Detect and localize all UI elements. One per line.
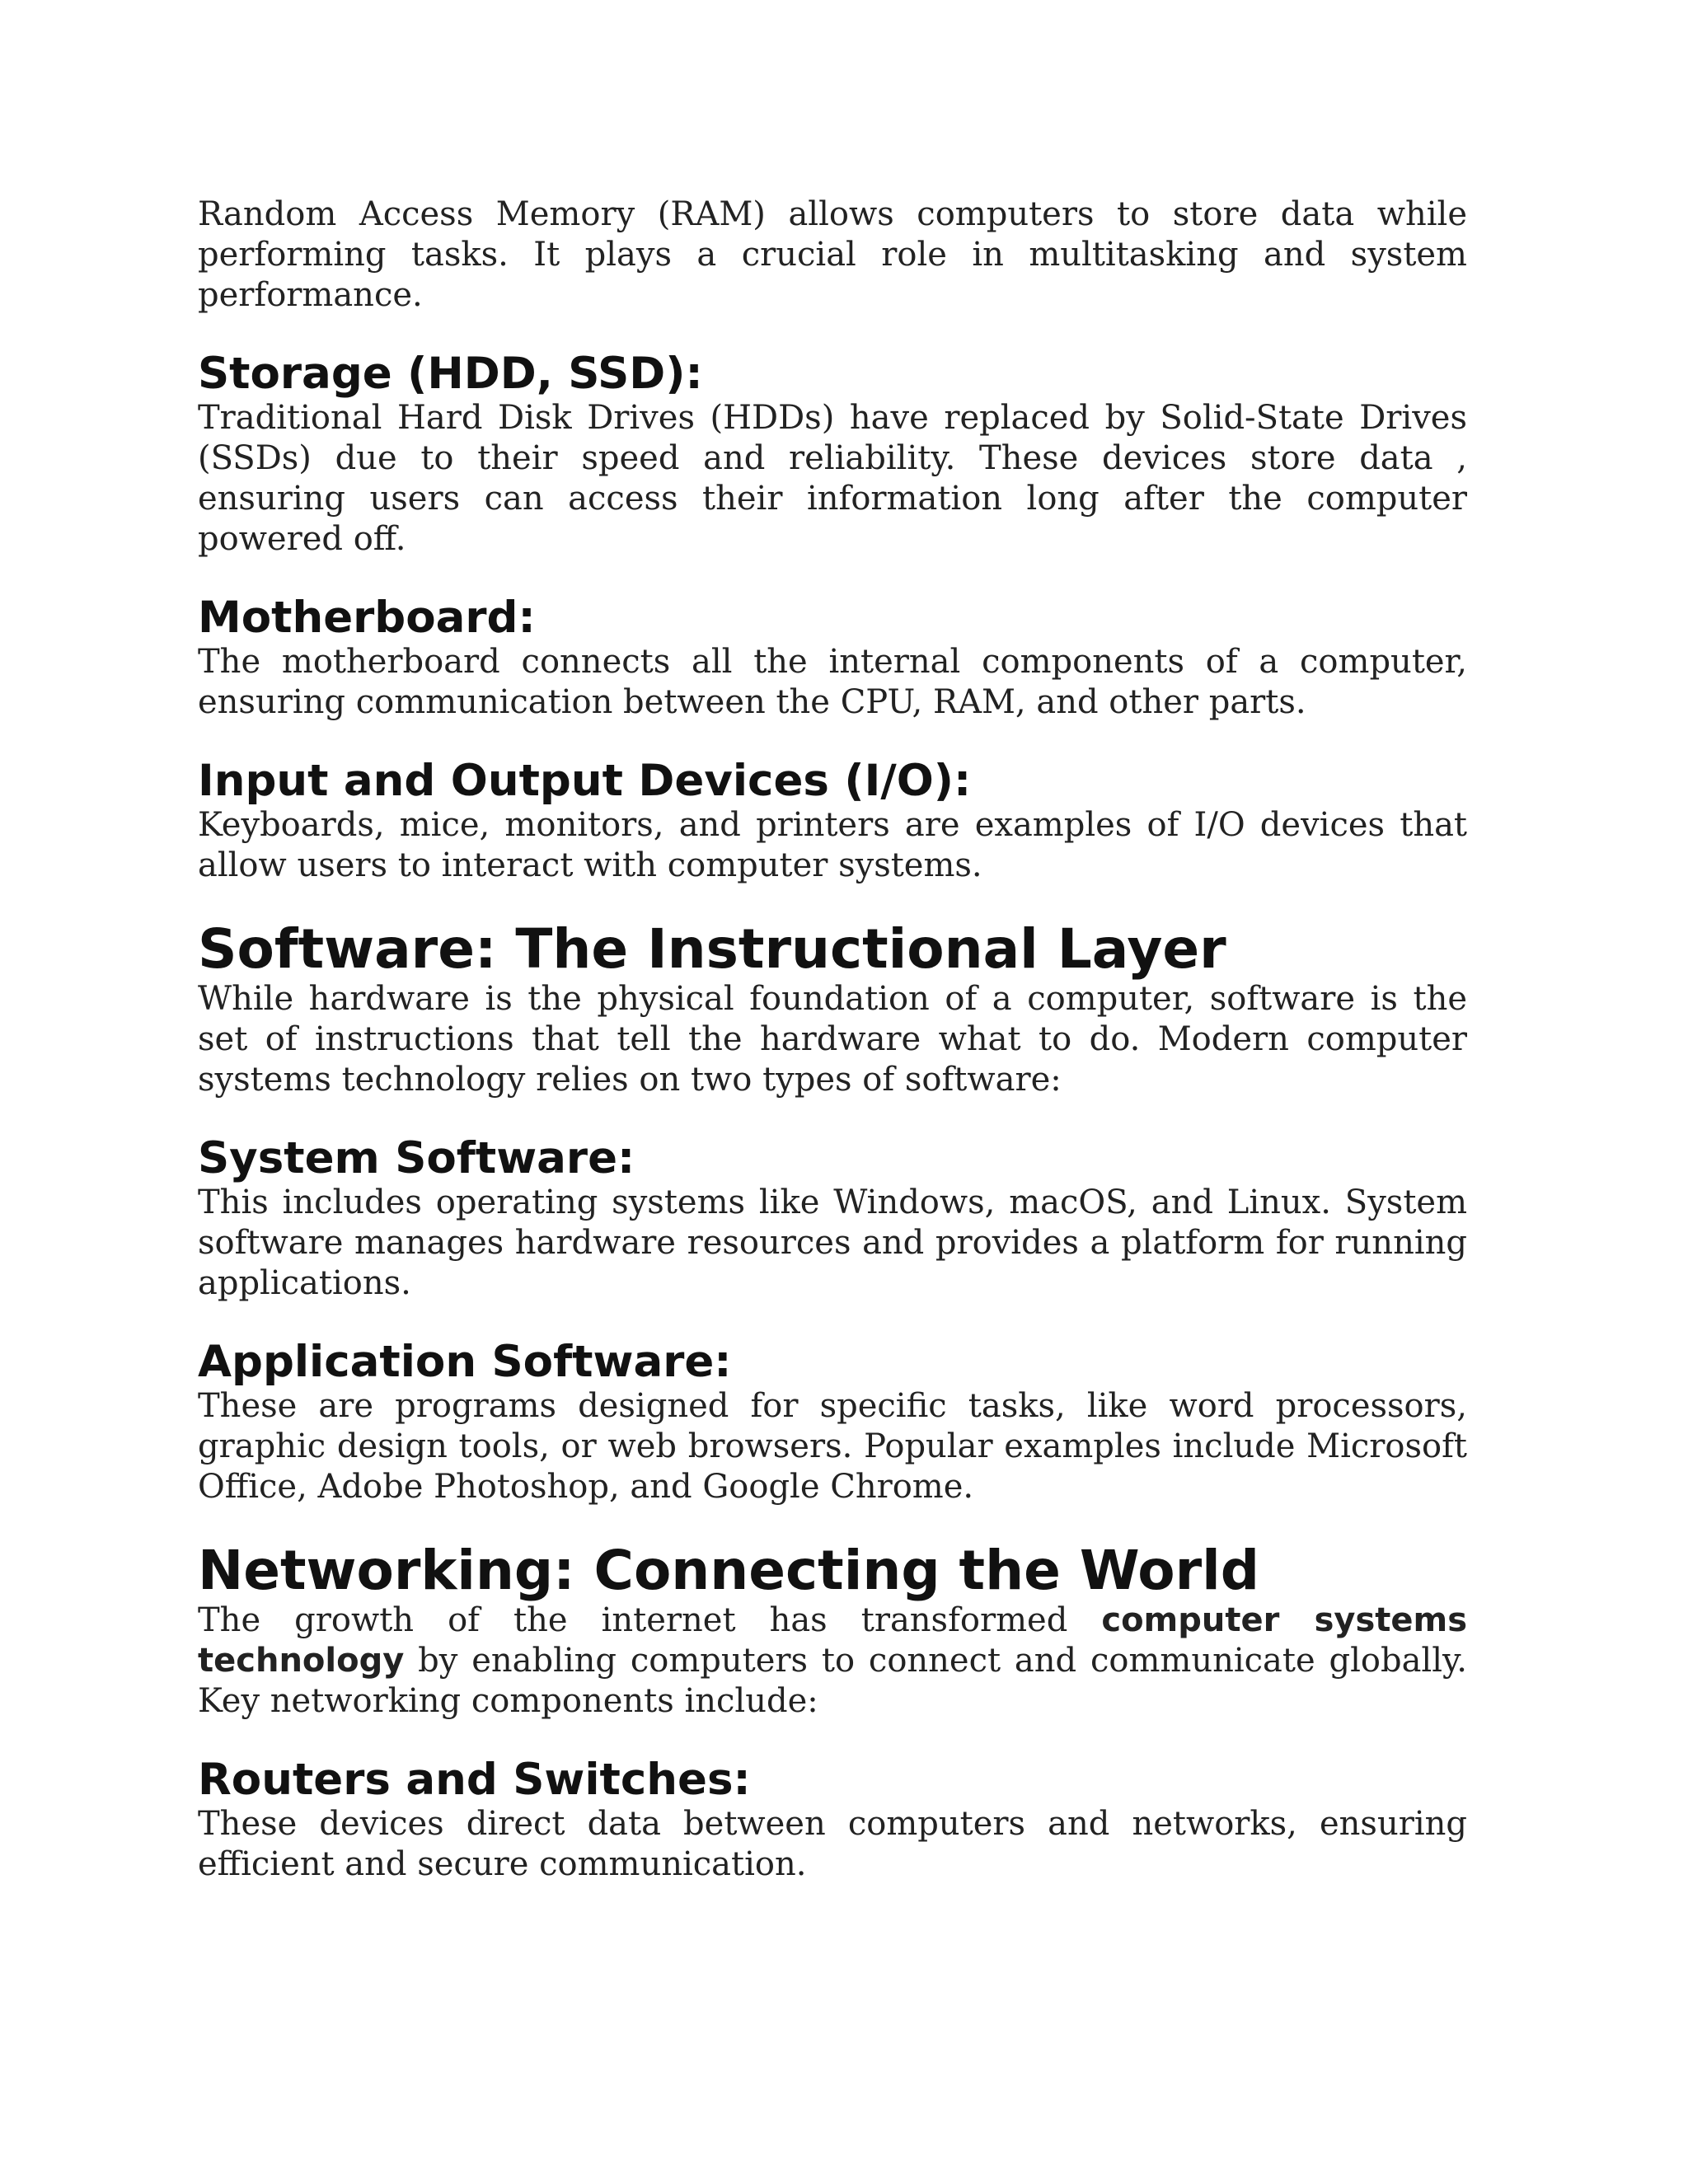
routers-heading: Routers and Switches: <box>198 1755 751 1805</box>
system-software-heading: System Software: <box>198 1133 635 1183</box>
networking-section-heading: Networking: Connecting the World <box>198 1539 1260 1602</box>
storage-paragraph: Traditional Hard Disk Drives (HDDs) have replaced by Solid-State Drives (SSDs) due to their speed and reliability. These devices store data , ensuring users can access their information long after the computer powered off. <box>198 399 1467 558</box>
motherboard-heading: Motherboard: <box>198 593 536 643</box>
networking-section-paragraph <box>198 1601 1467 1722</box>
document-page <box>198 194 1467 1885</box>
storage-heading: Storage (HDD, SSD): <box>198 349 703 399</box>
io-heading: Input and Output Devices (I/O): <box>198 756 972 806</box>
networking-bold-term: computer systems technology <box>198 1601 1468 1680</box>
routers-paragraph: These devices direct data between computers and networks, ensuring efficient and secure communication. <box>198 1805 1467 1883</box>
application-software-heading: Application Software: <box>198 1337 732 1387</box>
application-software-paragraph: These are programs designed for specific tasks, like word processors, graphic design tools, or web browsers. Popular examples include Microsoft Office, Adobe Photoshop, and Google Chrome. <box>198 1387 1467 1506</box>
software-section-heading: Software: The Instructional Layer <box>198 917 1226 981</box>
software-section-paragraph: While hardware is the physical foundation of a computer, software is the set of instructions that tell the hardware what to do. Modern computer systems technology relies on two types of software: <box>198 980 1467 1099</box>
networking-text-before: The growth of the internet has transformed <box>198 1601 1102 1639</box>
io-paragraph: Keyboards, mice, monitors, and printers are examples of I/O devices that allow users to interact with computer systems. <box>198 806 1467 884</box>
networking-text-after: by enabling computers to connect and communicate globally. Key networking components include: <box>198 1642 1467 1720</box>
system-software-paragraph: This includes operating systems like Windows, macOS, and Linux. System software manages hardware resources and provides a platform for running applications. <box>198 1183 1467 1302</box>
ram-paragraph: Random Access Memory (RAM) allows computers to store data while performing tasks. It plays a crucial role in multitasking and system performance. <box>198 195 1467 314</box>
motherboard-paragraph: The motherboard connects all the internal components of a computer, ensuring communication between the CPU, RAM, and other parts. <box>198 643 1467 721</box>
